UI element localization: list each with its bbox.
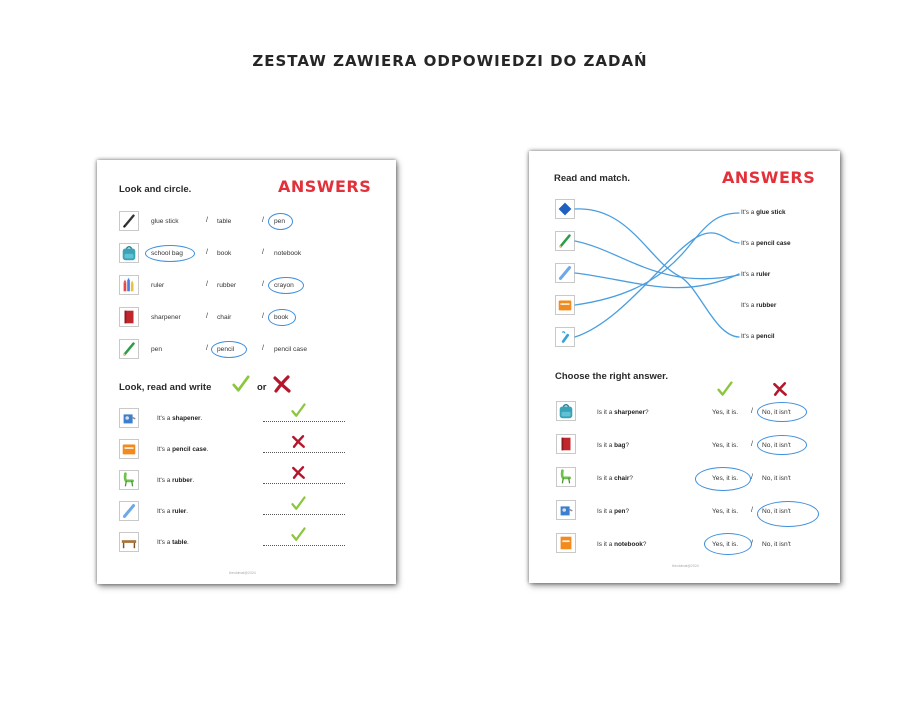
notebook-icon xyxy=(556,533,576,553)
book-icon xyxy=(556,434,576,454)
answer-circle xyxy=(757,402,807,422)
sentence-prefix: It's a xyxy=(157,508,171,515)
option-word: pencil case xyxy=(274,346,307,353)
sentence-item: ruler xyxy=(756,271,771,278)
match-line-pencil-case xyxy=(575,213,739,305)
match-line-rubber xyxy=(575,209,739,337)
question-prefix: Is it a xyxy=(597,409,613,416)
pencil-icon xyxy=(555,231,575,251)
sentence: It's a pencil case. xyxy=(157,446,209,453)
tick-icon xyxy=(291,527,306,542)
pencil-icon xyxy=(119,339,139,359)
sentence-item: shapener xyxy=(172,415,201,422)
answer-circle xyxy=(268,213,293,230)
option-word: chair xyxy=(217,314,232,321)
separator-slash: / xyxy=(751,474,753,481)
cross-icon xyxy=(291,465,306,480)
cross-icon xyxy=(272,374,292,394)
option-word: pencil xyxy=(217,346,235,353)
worksheet-left xyxy=(97,160,396,584)
tick-icon xyxy=(232,375,250,393)
chair-icon xyxy=(556,467,576,487)
sentence-prefix: It's a xyxy=(741,302,755,309)
question-item: pen xyxy=(614,508,626,515)
answer-line xyxy=(263,421,345,422)
table-icon xyxy=(119,532,139,552)
question: Is it a sharpener? xyxy=(597,409,649,416)
no-option: No, it isn't xyxy=(762,541,791,548)
page-title: ZESTAW ZAWIERA ODPOWIEDZI DO ZADAŃ xyxy=(252,52,648,70)
answer-circle xyxy=(268,277,304,294)
no-option: No, it isn't xyxy=(762,475,791,482)
option-word: book xyxy=(274,314,289,321)
answer-circle xyxy=(757,501,819,527)
yes-option: Yes, it is. xyxy=(712,409,739,416)
tick-icon xyxy=(291,496,306,511)
separator-slash: / xyxy=(262,313,264,320)
cross-icon xyxy=(772,381,788,397)
yes-option: Yes, it is. xyxy=(712,475,739,482)
no-option: No, it isn't xyxy=(762,508,791,515)
option-word: pen xyxy=(151,346,163,353)
match-sentence xyxy=(741,302,776,309)
option-word: sharpener xyxy=(151,314,181,321)
answer-circle xyxy=(268,309,296,326)
option-word: glue stick xyxy=(151,218,179,225)
match-sentence xyxy=(741,240,791,247)
yes-option: Yes, it is. xyxy=(712,541,739,548)
sentence-prefix: It's a xyxy=(157,446,171,453)
school-bag-icon xyxy=(556,401,576,421)
option-word: table xyxy=(217,218,232,225)
separator-slash: / xyxy=(751,441,753,448)
answer-circle xyxy=(145,245,195,262)
separator-slash: / xyxy=(262,345,264,352)
sentence-item: glue stick xyxy=(756,209,786,216)
separator-slash: / xyxy=(751,408,753,415)
question: Is it a bag? xyxy=(597,442,629,449)
pencil-case-icon xyxy=(119,439,139,459)
answer-line xyxy=(263,545,345,546)
question-prefix: Is it a xyxy=(597,475,613,482)
question-item: chair xyxy=(614,475,630,482)
question: Is it a pen? xyxy=(597,508,629,515)
separator-slash: / xyxy=(262,249,264,256)
question-prefix: Is it a xyxy=(597,541,613,548)
crayons-icon xyxy=(119,275,139,295)
separator-slash: / xyxy=(206,217,208,224)
answer-line xyxy=(263,452,345,453)
footer-note: theoldmat@2024 xyxy=(672,564,699,568)
or-label: or xyxy=(257,382,267,393)
option-word: school bag xyxy=(151,250,183,257)
answers-label: ANSWERS xyxy=(722,168,816,187)
sentence-item: pencil case xyxy=(172,446,207,453)
no-option: No, it isn't xyxy=(762,409,791,416)
book-icon xyxy=(119,307,139,327)
sentence: It's a shapener. xyxy=(157,415,203,422)
tick-icon xyxy=(717,381,733,397)
school-bag-icon xyxy=(119,243,139,263)
sharpener-icon xyxy=(556,500,576,520)
option-word: notebook xyxy=(274,250,302,257)
sentence-prefix: It's a xyxy=(157,539,171,546)
sentence: It's a ruler. xyxy=(157,508,189,515)
match-line-pencil xyxy=(575,241,739,279)
answer-line xyxy=(263,483,345,484)
separator-slash: / xyxy=(751,507,753,514)
match-sentence xyxy=(741,333,775,340)
footer-note: theoldmat@2024 xyxy=(229,571,256,575)
option-word: pen xyxy=(274,218,286,225)
answer-circle xyxy=(704,533,752,555)
match-sentence xyxy=(741,271,770,278)
separator-slash: / xyxy=(206,249,208,256)
match-line-ruler xyxy=(575,273,739,288)
chair-icon xyxy=(119,470,139,490)
sentence-item: pencil case xyxy=(756,240,791,247)
question-item: notebook xyxy=(614,541,643,548)
separator-slash: / xyxy=(751,540,753,547)
answer-circle xyxy=(695,467,751,491)
glue-stick-icon xyxy=(555,327,575,347)
separator-slash: / xyxy=(206,345,208,352)
pencil-case-icon xyxy=(555,295,575,315)
cross-icon xyxy=(291,434,306,449)
sentence-item: rubber xyxy=(756,302,777,309)
option-word: ruler xyxy=(151,282,165,289)
question-item: bag xyxy=(614,442,626,449)
separator-slash: / xyxy=(206,281,208,288)
choose-right-answer-title: Choose the right answer. xyxy=(555,371,668,382)
rubber-icon xyxy=(555,199,575,219)
match-sentence xyxy=(741,209,786,216)
look-read-write-title: Look, read and write xyxy=(119,382,212,393)
question: Is it a notebook? xyxy=(597,541,647,548)
read-and-match-title: Read and match. xyxy=(554,173,631,184)
ruler-icon xyxy=(119,501,139,521)
answer-circle xyxy=(211,341,247,358)
match-line-glue-stick xyxy=(575,233,739,337)
look-and-circle-title: Look and circle. xyxy=(119,184,192,195)
worksheet-right xyxy=(529,151,840,583)
separator-slash: / xyxy=(206,313,208,320)
sentence-prefix: It's a xyxy=(741,209,755,216)
sentence-prefix: It's a xyxy=(741,240,755,247)
sentence-item: rubber xyxy=(172,477,193,484)
separator-slash: / xyxy=(262,281,264,288)
sentence-item: pencil xyxy=(756,333,775,340)
no-option: No, it isn't xyxy=(762,442,791,449)
question-prefix: Is it a xyxy=(597,508,613,515)
option-word: rubber xyxy=(217,282,237,289)
tick-icon xyxy=(291,403,306,418)
option-word: book xyxy=(217,250,232,257)
yes-option: Yes, it is. xyxy=(712,442,739,449)
answers-label: ANSWERS xyxy=(278,177,372,196)
separator-slash: / xyxy=(262,217,264,224)
pen-icon xyxy=(119,211,139,231)
question-prefix: Is it a xyxy=(597,442,613,449)
sentence-item: ruler xyxy=(172,508,187,515)
question-item: sharpener xyxy=(614,409,645,416)
sentence: It's a rubber. xyxy=(157,477,195,484)
question: Is it a chair? xyxy=(597,475,633,482)
sentence-prefix: It's a xyxy=(741,333,755,340)
ruler-icon xyxy=(555,263,575,283)
yes-option: Yes, it is. xyxy=(712,508,739,515)
sentence: It's a table. xyxy=(157,539,189,546)
sentence-prefix: It's a xyxy=(741,271,755,278)
answer-circle xyxy=(757,435,807,455)
sentence-prefix: It's a xyxy=(157,415,171,422)
option-word: crayon xyxy=(274,282,294,289)
answer-line xyxy=(263,514,345,515)
sentence-item: table xyxy=(172,539,187,546)
sentence-prefix: It's a xyxy=(157,477,171,484)
sharpener-icon xyxy=(119,408,139,428)
